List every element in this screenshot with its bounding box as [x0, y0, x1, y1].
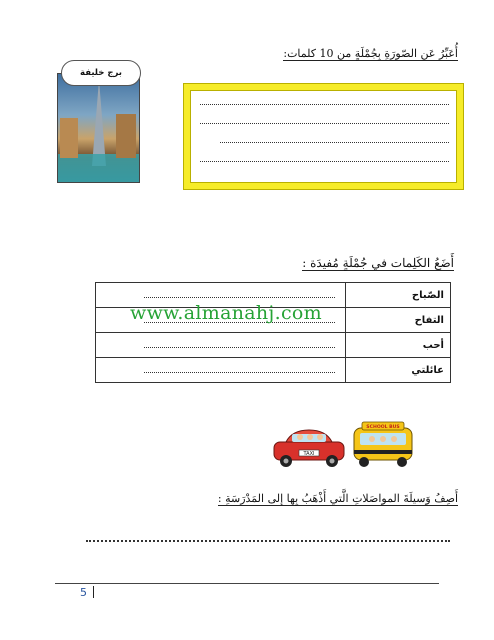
answer-cell[interactable] [96, 333, 346, 358]
writing-line-1 [200, 104, 449, 105]
building-right [116, 114, 136, 158]
page-number-bar [93, 586, 94, 598]
table-row [96, 358, 451, 383]
writing-line-2 [200, 123, 449, 124]
word-cell: أحب [346, 333, 451, 358]
watermark: www.almanahj.com [130, 302, 322, 324]
table-row [96, 333, 451, 358]
words-table [95, 282, 451, 383]
car-plate: TAXI [303, 451, 315, 457]
page-number: 5 [80, 586, 87, 599]
word-cell: التفاح [346, 308, 451, 333]
burj-khalifa-photo [57, 73, 140, 183]
fountain-water [58, 154, 139, 182]
school-bus-illustration [350, 420, 416, 468]
word-cell: عائلتي [346, 358, 451, 383]
building-left [60, 118, 78, 158]
answer-cell[interactable] [96, 358, 346, 383]
writing-line-4 [200, 161, 449, 162]
cloud-label: برج خليفة [61, 60, 141, 86]
writing-box[interactable] [184, 84, 463, 189]
bus-sign: SCHOOL BUS [366, 425, 400, 430]
answer-line[interactable] [86, 540, 450, 542]
footer-line [55, 583, 439, 584]
section3-title: أَصِفُ وَسيلَةَ المواصَلاتِ الَّتي أَذْهَبُ بِها إلى المَدْرَسَةِ : [217, 492, 458, 505]
writing-line-3 [220, 142, 449, 143]
word-cell: الصّباح [346, 283, 451, 308]
section2-title: أَضَعُ الكَلِمات في جُمْلَةٍ مُفيدَة : [302, 256, 454, 270]
section1-title: أُعَبِّرُ عَن الصّورَةِ بِجُمْلَةٍ من 10 كلمات: [283, 47, 458, 60]
car-illustration [270, 428, 348, 468]
